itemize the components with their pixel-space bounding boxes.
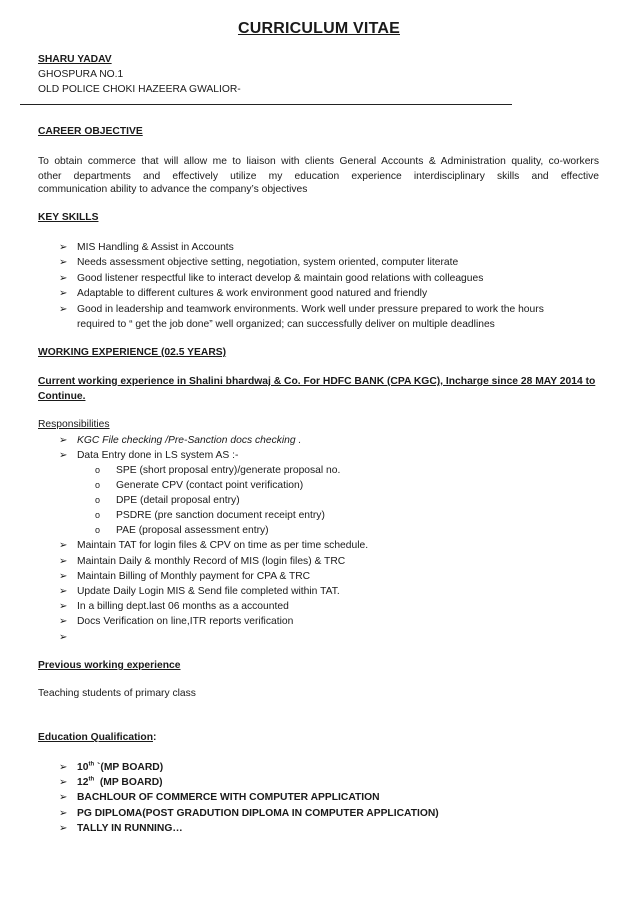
career-objective-line-3: communication ability to advance the company’s objectives [38, 184, 308, 195]
bullet-icon: ➢ [59, 777, 68, 788]
sub-item: DPE (detail proposal entry) [116, 495, 240, 506]
bullet-icon: ➢ [59, 823, 68, 834]
responsibility-item: Maintain Daily & monthly Record of MIS (login files) & TRC [77, 556, 346, 567]
responsibility-item: Update Daily Login MIS & Send file completed within TAT. [77, 586, 340, 597]
education-12-board: (MP BOARD) [94, 777, 163, 788]
bullet-icon: ➢ [59, 242, 68, 253]
bullet-icon: ➢ [59, 601, 68, 612]
sub-item: PSDRE (pre sanction document receipt entry) [116, 510, 325, 521]
key-skills-heading: KEY SKILLS [38, 212, 99, 223]
education-12-suffix: th [88, 776, 95, 783]
skill-item-continuation: required to “ get the job done” well organized; can successfully deliver on multiple deadlines [77, 319, 495, 330]
address-line-1: GHOSPURA NO.1 [38, 69, 124, 80]
bullet-icon: ➢ [59, 304, 68, 315]
education-item: PG DIPLOMA(POST GRADUTION DIPLOMA IN COMPUTER APPLICATION) [77, 808, 439, 819]
education-10-number: 10 [77, 762, 89, 773]
education-heading-colon: : [153, 732, 157, 743]
previous-experience-text: Teaching students of primary class [38, 688, 196, 699]
previous-experience-heading: Previous working experience [38, 660, 181, 671]
bullet-icon: ➢ [59, 556, 68, 567]
current-experience-line-1: Current working experience in Shalini bhardwaj & Co. For HDFC BANK (CPA KGC), Incharge since 28 MAY 2014 to [38, 376, 596, 387]
responsibility-item: KGC File checking /Pre-Sanction docs checking . [77, 435, 302, 446]
education-item [77, 777, 163, 788]
skill-item: Good listener respectful like to interact develop & maintain good relations with colleagues [77, 273, 484, 284]
skill-item: Needs assessment objective setting, negotiation, system oriented, computer literate [77, 257, 459, 268]
bullet-icon: ➢ [59, 571, 68, 582]
responsibility-item: Docs Verification on line,ITR reports verification [77, 616, 294, 627]
career-objective-heading: CAREER OBJECTIVE [38, 126, 143, 137]
skill-item: MIS Handling & Assist in Accounts [77, 242, 234, 253]
bullet-icon: ➢ [59, 273, 68, 284]
bullet-icon: ➢ [59, 632, 68, 643]
bullet-icon: ➢ [59, 450, 68, 461]
bullet-icon: ➢ [59, 762, 68, 773]
current-experience-line-2: Continue. [38, 391, 86, 402]
education-heading-row [38, 732, 156, 743]
bullet-icon: ➢ [59, 616, 68, 627]
responsibility-item: Maintain Billing of Monthly payment for CPA & TRC [77, 571, 311, 582]
sub-item: Generate CPV (contact point verification) [116, 480, 304, 491]
education-12-number: 12 [77, 777, 89, 788]
career-objective-line-1: To obtain commerce that will allow me to liaison with clients General Accounts & Administration quality, co-workers [38, 156, 599, 167]
responsibility-item: Maintain TAT for login files & CPV on time as per time schedule. [77, 540, 369, 551]
responsibility-item: In a billing dept.last 06 months as a accounted [77, 601, 289, 612]
education-10-board: `(MP BOARD) [94, 762, 164, 773]
responsibility-item: Data Entry done in LS system AS :- [77, 450, 239, 461]
sub-item: SPE (short proposal entry)/generate proposal no. [116, 465, 341, 476]
education-item: BACHLOUR OF COMMERCE WITH COMPUTER APPLICATION [77, 792, 380, 803]
education-10-suffix: th [88, 761, 95, 768]
bullet-icon: ➢ [59, 435, 68, 446]
bullet-icon: ➢ [59, 792, 68, 803]
skill-item: Adaptable to different cultures & work environment good natured and friendly [77, 288, 428, 299]
bullet-icon: ➢ [59, 257, 68, 268]
bullet-icon: ➢ [59, 288, 68, 299]
bullet-icon: ➢ [59, 586, 68, 597]
address-line-2: OLD POLICE CHOKI HAZEERA GWALIOR- [38, 84, 241, 95]
sub-bullet-icon: o [95, 480, 101, 490]
bullet-icon: ➢ [59, 808, 68, 819]
sub-item: PAE (proposal assessment entry) [116, 525, 269, 536]
sub-bullet-icon: o [95, 465, 101, 475]
skill-item: Good in leadership and teamwork environments. Work well under pressure prepared to work the hours [77, 304, 544, 315]
education-heading: Education Qualification [38, 732, 153, 743]
education-item: TALLY IN RUNNING… [77, 823, 183, 834]
responsibilities-heading: Responsibilities [38, 419, 110, 430]
document-title: CURRICULUM VITAE [237, 20, 400, 37]
sub-bullet-icon: o [95, 510, 101, 520]
experience-heading: WORKING EXPERIENCE (02.5 YEARS) [38, 347, 227, 358]
header-divider [20, 104, 512, 105]
sub-bullet-icon: o [95, 525, 101, 535]
sub-bullet-icon: o [95, 495, 101, 505]
career-objective-line-2: other departments and effectively utilize my education experience interdisciplinary skills and effective [38, 171, 599, 182]
candidate-name: SHARU YADAV [38, 54, 112, 65]
education-item [77, 762, 163, 773]
bullet-icon: ➢ [59, 540, 68, 551]
